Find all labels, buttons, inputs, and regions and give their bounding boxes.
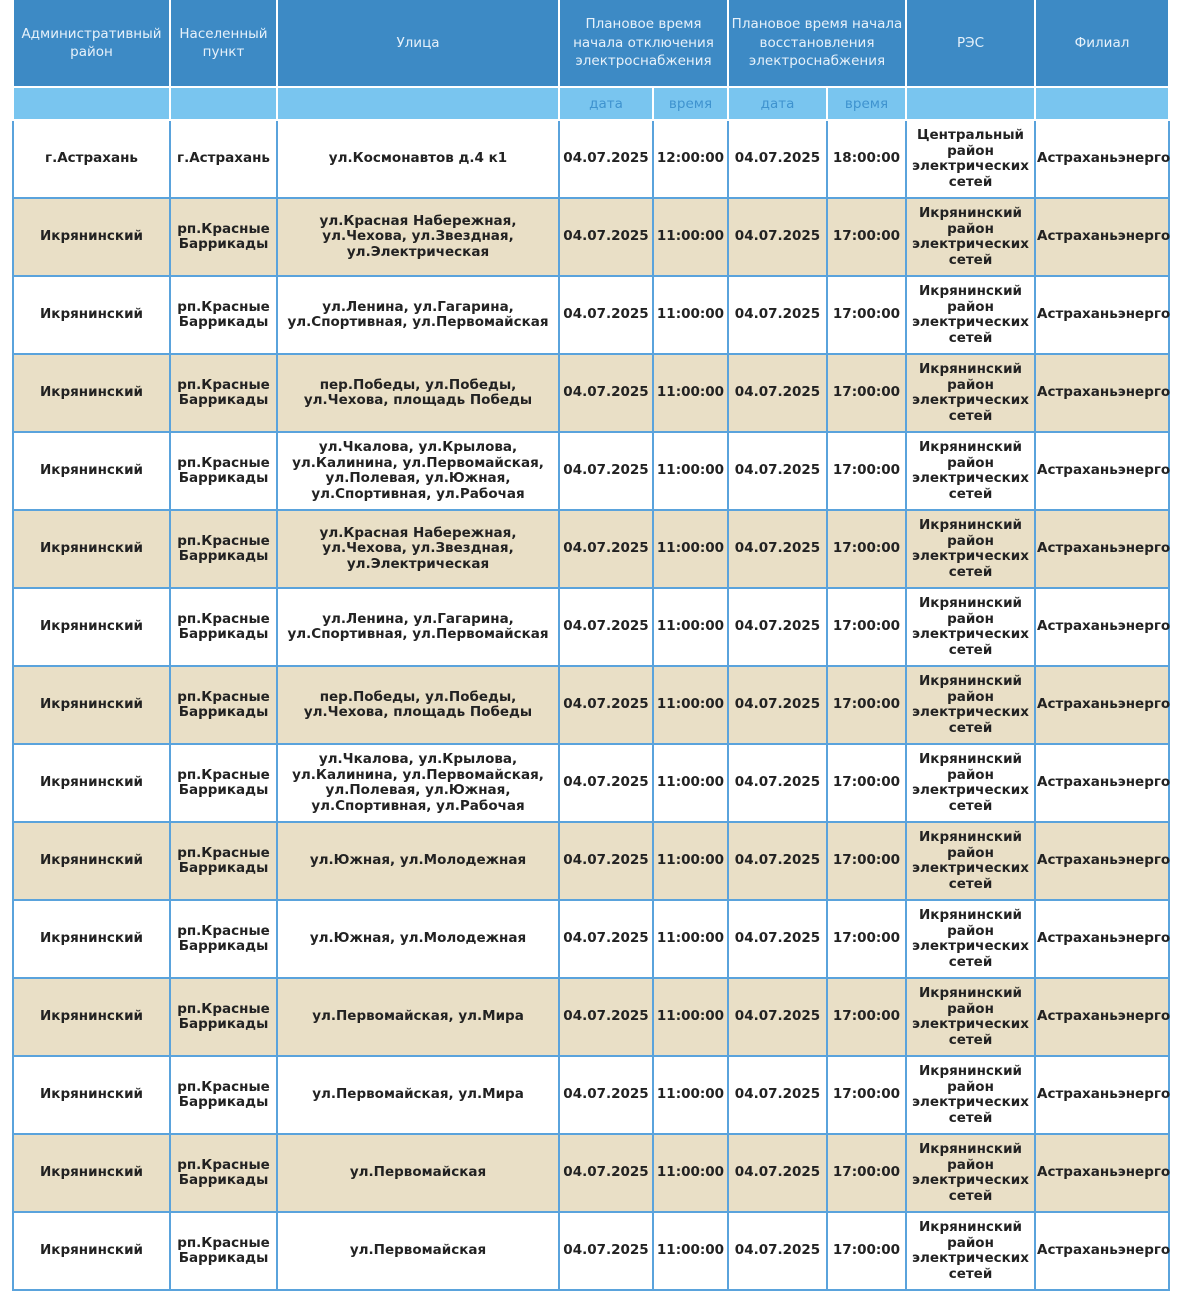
cell-off-date: 04.07.2025	[559, 354, 653, 432]
cell-on-time: 17:00:00	[827, 276, 906, 354]
cell-off-time: 11:00:00	[653, 1212, 728, 1290]
cell-street: ул.Красная Набережная, ул.Чехова, ул.Звездная, ул.Электрическая	[277, 510, 559, 588]
cell-branch: Астраханьэнерго	[1035, 822, 1169, 900]
cell-on-date: 04.07.2025	[728, 276, 827, 354]
cell-res: Икрянинский район электрических сетей	[906, 588, 1035, 666]
cell-district: Икрянинский	[13, 978, 170, 1056]
cell-on-date: 04.07.2025	[728, 822, 827, 900]
cell-on-time: 18:00:00	[827, 120, 906, 198]
cell-street: ул.Чкалова, ул.Крылова, ул.Калинина, ул.Первомайская, ул.Полевая, ул.Южная, ул.Спортивная, ул.Рабочая	[277, 432, 559, 510]
table-row	[13, 510, 1169, 588]
table-row	[13, 1212, 1169, 1290]
table-row	[13, 432, 1169, 510]
cell-branch: Астраханьэнерго	[1035, 978, 1169, 1056]
cell-off-date: 04.07.2025	[559, 666, 653, 744]
cell-street: ул.Ленина, ул.Гагарина, ул.Спортивная, ул.Первомайская	[277, 588, 559, 666]
cell-on-date: 04.07.2025	[728, 900, 827, 978]
header-district: Административный район	[13, 0, 170, 87]
cell-locality: рп.Красные Баррикады	[170, 666, 277, 744]
cell-on-time: 17:00:00	[827, 1056, 906, 1134]
cell-on-date: 04.07.2025	[728, 1134, 827, 1212]
cell-on-date: 04.07.2025	[728, 1212, 827, 1290]
cell-on-time: 17:00:00	[827, 1212, 906, 1290]
cell-on-time: 17:00:00	[827, 900, 906, 978]
cell-street: ул.Красная Набережная, ул.Чехова, ул.Звездная, ул.Электрическая	[277, 198, 559, 276]
header-outage-start: Плановое время начала отключения электроснабжения	[559, 0, 728, 87]
cell-res: Икрянинский район электрических сетей	[906, 1134, 1035, 1212]
table-row	[13, 1134, 1169, 1212]
cell-street: ул.Ленина, ул.Гагарина, ул.Спортивная, ул.Первомайская	[277, 276, 559, 354]
cell-district: Икрянинский	[13, 510, 170, 588]
table-row	[13, 744, 1169, 822]
outage-schedule-table	[12, 0, 1170, 1291]
subheader-off-date: дата	[559, 87, 653, 120]
table-header	[13, 0, 1169, 120]
header-restore-start: Плановое время начала восстановления электроснабжения	[728, 0, 906, 87]
cell-on-date: 04.07.2025	[728, 432, 827, 510]
cell-street: ул.Первомайская	[277, 1134, 559, 1212]
cell-locality: рп.Красные Баррикады	[170, 432, 277, 510]
table-row	[13, 198, 1169, 276]
cell-off-date: 04.07.2025	[559, 276, 653, 354]
cell-on-time: 17:00:00	[827, 666, 906, 744]
cell-district: Икрянинский	[13, 822, 170, 900]
cell-off-date: 04.07.2025	[559, 588, 653, 666]
cell-on-time: 17:00:00	[827, 744, 906, 822]
cell-res: Икрянинский район электрических сетей	[906, 900, 1035, 978]
cell-locality: рп.Красные Баррикады	[170, 744, 277, 822]
cell-res: Икрянинский район электрических сетей	[906, 978, 1035, 1056]
cell-res: Икрянинский район электрических сетей	[906, 666, 1035, 744]
table-row	[13, 1056, 1169, 1134]
cell-district: г.Астрахань	[13, 120, 170, 198]
cell-on-date: 04.07.2025	[728, 666, 827, 744]
cell-on-date: 04.07.2025	[728, 510, 827, 588]
cell-on-time: 17:00:00	[827, 588, 906, 666]
cell-off-date: 04.07.2025	[559, 1056, 653, 1134]
cell-on-date: 04.07.2025	[728, 978, 827, 1056]
cell-on-date: 04.07.2025	[728, 1056, 827, 1134]
cell-branch: Астраханьэнерго	[1035, 120, 1169, 198]
cell-locality: рп.Красные Баррикады	[170, 822, 277, 900]
cell-branch: Астраханьэнерго	[1035, 510, 1169, 588]
cell-on-time: 17:00:00	[827, 354, 906, 432]
cell-locality: рп.Красные Баррикады	[170, 1056, 277, 1134]
cell-off-time: 11:00:00	[653, 198, 728, 276]
cell-on-date: 04.07.2025	[728, 120, 827, 198]
cell-off-date: 04.07.2025	[559, 978, 653, 1056]
cell-locality: рп.Красные Баррикады	[170, 588, 277, 666]
table-row	[13, 978, 1169, 1056]
cell-branch: Астраханьэнерго	[1035, 1134, 1169, 1212]
table-row	[13, 276, 1169, 354]
cell-res: Икрянинский район электрических сетей	[906, 432, 1035, 510]
table-row	[13, 588, 1169, 666]
cell-off-date: 04.07.2025	[559, 120, 653, 198]
cell-off-time: 11:00:00	[653, 588, 728, 666]
subheader-on-time: время	[827, 87, 906, 120]
cell-branch: Астраханьэнерго	[1035, 432, 1169, 510]
cell-off-time: 11:00:00	[653, 1056, 728, 1134]
table-row	[13, 354, 1169, 432]
cell-branch: Астраханьэнерго	[1035, 276, 1169, 354]
cell-off-time: 11:00:00	[653, 432, 728, 510]
cell-off-date: 04.07.2025	[559, 1134, 653, 1212]
cell-branch: Астраханьэнерго	[1035, 1056, 1169, 1134]
cell-district: Икрянинский	[13, 588, 170, 666]
cell-off-date: 04.07.2025	[559, 822, 653, 900]
cell-off-time: 11:00:00	[653, 666, 728, 744]
cell-off-date: 04.07.2025	[559, 510, 653, 588]
cell-branch: Астраханьэнерго	[1035, 900, 1169, 978]
cell-locality: рп.Красные Баррикады	[170, 276, 277, 354]
cell-res: Икрянинский район электрических сетей	[906, 510, 1035, 588]
cell-locality: рп.Красные Баррикады	[170, 510, 277, 588]
cell-branch: Астраханьэнерго	[1035, 1212, 1169, 1290]
cell-on-time: 17:00:00	[827, 822, 906, 900]
cell-off-date: 04.07.2025	[559, 1212, 653, 1290]
cell-street: ул.Первомайская, ул.Мира	[277, 1056, 559, 1134]
cell-branch: Астраханьэнерго	[1035, 666, 1169, 744]
cell-district: Икрянинский	[13, 198, 170, 276]
cell-res: Икрянинский район электрических сетей	[906, 1056, 1035, 1134]
cell-res: Икрянинский район электрических сетей	[906, 198, 1035, 276]
cell-off-time: 11:00:00	[653, 1134, 728, 1212]
subheader-empty	[1035, 87, 1169, 120]
cell-off-date: 04.07.2025	[559, 744, 653, 822]
table-row	[13, 120, 1169, 198]
cell-off-time: 11:00:00	[653, 978, 728, 1056]
cell-on-time: 17:00:00	[827, 432, 906, 510]
cell-district: Икрянинский	[13, 432, 170, 510]
subheader-on-date: дата	[728, 87, 827, 120]
cell-res: Икрянинский район электрических сетей	[906, 276, 1035, 354]
cell-street: ул.Первомайская, ул.Мира	[277, 978, 559, 1056]
cell-district: Икрянинский	[13, 276, 170, 354]
cell-on-time: 17:00:00	[827, 1134, 906, 1212]
cell-res: Центральный район электрических сетей	[906, 120, 1035, 198]
cell-district: Икрянинский	[13, 1056, 170, 1134]
cell-district: Икрянинский	[13, 1212, 170, 1290]
cell-on-time: 17:00:00	[827, 510, 906, 588]
cell-locality: рп.Красные Баррикады	[170, 900, 277, 978]
cell-locality: рп.Красные Баррикады	[170, 354, 277, 432]
cell-locality: г.Астрахань	[170, 120, 277, 198]
cell-district: Икрянинский	[13, 666, 170, 744]
cell-locality: рп.Красные Баррикады	[170, 1134, 277, 1212]
subheader-empty	[906, 87, 1035, 120]
header-res: РЭС	[906, 0, 1035, 87]
cell-street: ул.Южная, ул.Молодежная	[277, 822, 559, 900]
cell-district: Икрянинский	[13, 900, 170, 978]
cell-res: Икрянинский район электрических сетей	[906, 822, 1035, 900]
cell-street: пер.Победы, ул.Победы, ул.Чехова, площадь Победы	[277, 666, 559, 744]
cell-street: ул.Чкалова, ул.Крылова, ул.Калинина, ул.Первомайская, ул.Полевая, ул.Южная, ул.Спортивная, ул.Рабочая	[277, 744, 559, 822]
cell-locality: рп.Красные Баррикады	[170, 1212, 277, 1290]
cell-res: Икрянинский район электрических сетей	[906, 354, 1035, 432]
cell-off-time: 11:00:00	[653, 822, 728, 900]
cell-on-date: 04.07.2025	[728, 354, 827, 432]
table-body	[13, 120, 1169, 1290]
table-row	[13, 822, 1169, 900]
cell-street: ул.Космонавтов д.4 к1	[277, 120, 559, 198]
cell-street: пер.Победы, ул.Победы, ул.Чехова, площадь Победы	[277, 354, 559, 432]
cell-district: Икрянинский	[13, 354, 170, 432]
cell-street: ул.Первомайская	[277, 1212, 559, 1290]
cell-off-date: 04.07.2025	[559, 900, 653, 978]
cell-locality: рп.Красные Баррикады	[170, 978, 277, 1056]
cell-district: Икрянинский	[13, 744, 170, 822]
cell-off-date: 04.07.2025	[559, 198, 653, 276]
header-street: Улица	[277, 0, 559, 87]
cell-locality: рп.Красные Баррикады	[170, 198, 277, 276]
cell-off-time: 11:00:00	[653, 744, 728, 822]
cell-off-time: 11:00:00	[653, 510, 728, 588]
subheader-off-time: время	[653, 87, 728, 120]
table-row	[13, 900, 1169, 978]
cell-res: Икрянинский район электрических сетей	[906, 1212, 1035, 1290]
cell-on-date: 04.07.2025	[728, 744, 827, 822]
subheader-empty	[277, 87, 559, 120]
cell-on-date: 04.07.2025	[728, 588, 827, 666]
cell-off-date: 04.07.2025	[559, 432, 653, 510]
cell-branch: Астраханьэнерго	[1035, 198, 1169, 276]
cell-off-time: 11:00:00	[653, 354, 728, 432]
cell-street: ул.Южная, ул.Молодежная	[277, 900, 559, 978]
subheader-empty	[170, 87, 277, 120]
cell-off-time: 11:00:00	[653, 900, 728, 978]
subheader-empty	[13, 87, 170, 120]
header-branch: Филиал	[1035, 0, 1169, 87]
cell-branch: Астраханьэнерго	[1035, 744, 1169, 822]
cell-off-time: 11:00:00	[653, 276, 728, 354]
table-row	[13, 666, 1169, 744]
cell-on-date: 04.07.2025	[728, 198, 827, 276]
cell-off-time: 12:00:00	[653, 120, 728, 198]
cell-district: Икрянинский	[13, 1134, 170, 1212]
cell-res: Икрянинский район электрических сетей	[906, 744, 1035, 822]
cell-on-time: 17:00:00	[827, 198, 906, 276]
cell-on-time: 17:00:00	[827, 978, 906, 1056]
cell-branch: Астраханьэнерго	[1035, 354, 1169, 432]
header-locality: Населенный пункт	[170, 0, 277, 87]
cell-branch: Астраханьэнерго	[1035, 588, 1169, 666]
